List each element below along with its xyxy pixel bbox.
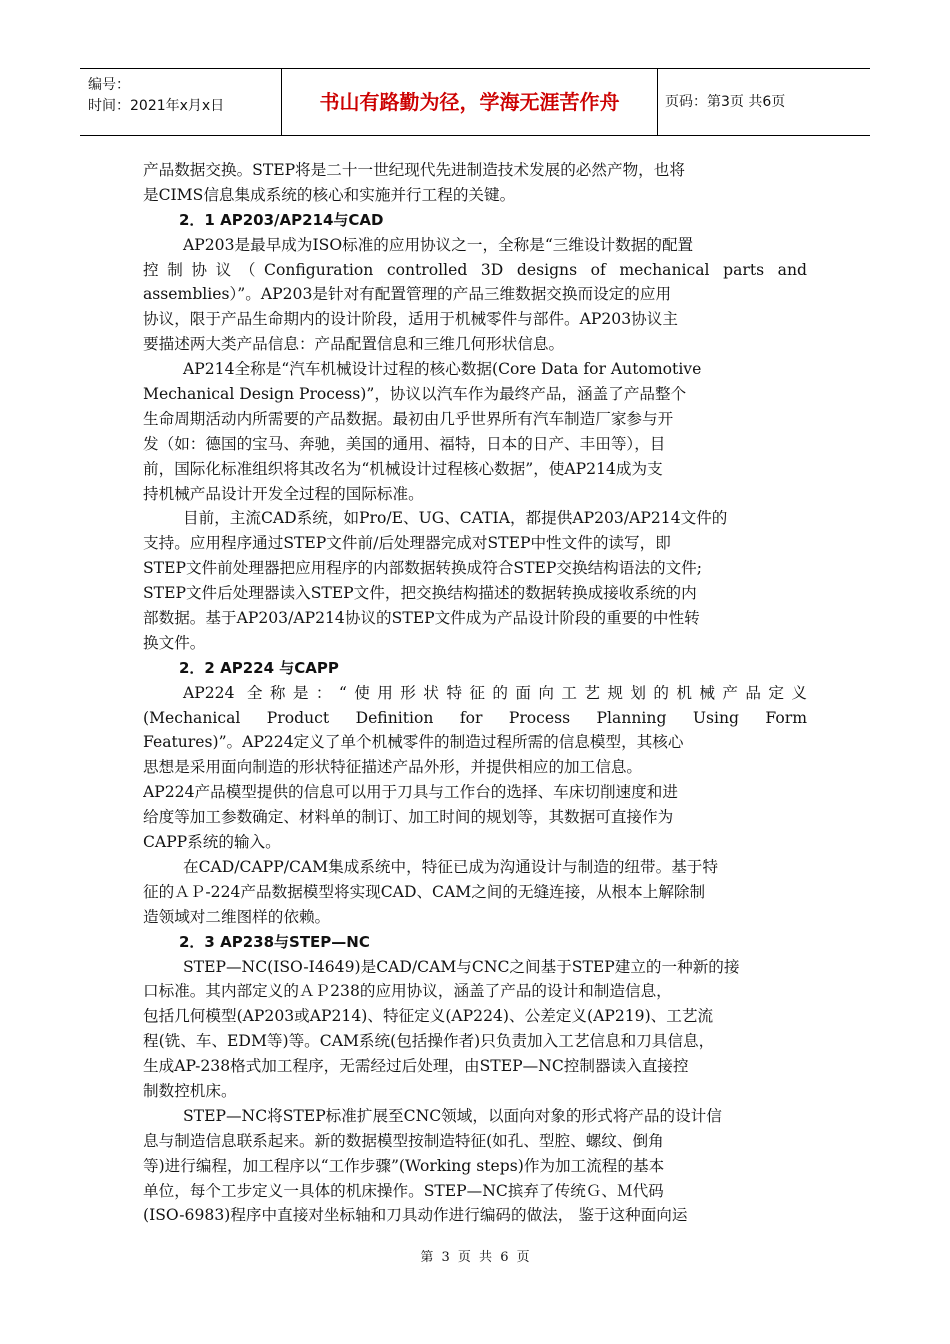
paragraph-line: 发（如：德国的宝马、奔驰，美国的通用、福特，日本的日产、丰田等），目 — [143, 434, 666, 453]
paragraph-line: 在CAD/CAPP/CAM集成系统中，特征已成为沟通设计与制造的纽带。基于特 — [183, 857, 718, 876]
paragraph-line: 是CIMS信息集成系统的核心和实施并行工程的关键。 — [143, 185, 516, 204]
paragraph-line: Features)”。AP224定义了单个机械零件的制造过程所需的信息模型，其核心 — [143, 733, 684, 752]
page-header — [80, 68, 870, 136]
paragraph-line: 生命周期活动内所需要的产品数据。最初由几乎世界所有汽车制造厂家参与开 — [143, 409, 674, 428]
section-heading: 2．2 AP224 与CAPP — [179, 658, 339, 677]
page-footer: 第 3 页 共 6 页 — [420, 1250, 530, 1265]
paragraph-line: Mechanical Design Process)”，协议以汽车作为最终产品，涵盖了产品整个 — [143, 385, 687, 404]
section-heading: 2．3 AP238与STEP—NC — [179, 932, 370, 951]
paragraph-line: 包括几何模型(AP203或AP214)、特征定义(AP224)、公差定义(AP219)、工艺流 — [143, 1007, 714, 1026]
paragraph-line: 部数据。基于AP203/AP214协议的STEP文件成为产品设计阶段的重要的中性转 — [143, 609, 700, 628]
paragraph-line: 换文件。 — [143, 633, 206, 652]
paragraph-line: AP203是最早成为ISO标准的应用协议之一，全称是“三维设计数据的配置 — [183, 235, 694, 254]
paragraph-line: 征的ＡＰ-224产品数据模型将实现CAD、CAM之间的无缝连接，从根本上解除制 — [143, 882, 706, 901]
paragraph-line: STEP—NC将STEP标准扩展至CNC领域，以面向对象的形式将产品的设计信 — [183, 1106, 722, 1125]
paragraph-line: 控制协议（Configuration controlled 3D designs of mechanical parts and — [143, 260, 807, 279]
document-body — [143, 158, 807, 1228]
paragraph-line: 息与制造信息联系起来。新的数据模型按制造特征(如孔、型腔、螺纹、倒角 — [143, 1131, 664, 1150]
paragraph-line: 目前，主流CAD系统，如Pro/E、UG、CATIA，都提供AP203/AP214文件的 — [183, 509, 728, 528]
header-motto: 书山有路勤为径，学海无涯苦作舟 — [319, 90, 620, 114]
section-heading: 2．1 AP203/AP214与CAD — [179, 210, 384, 229]
paragraph-line: 制数控机床。 — [143, 1081, 237, 1100]
paragraph-line: 造领域对二维图样的依赖。 — [143, 907, 331, 926]
paragraph-line: STEP文件后处理器读入STEP文件，把交换结构描述的数据转换成接收系统的内 — [143, 584, 697, 603]
paragraph-line: 产品数据交换。STEP将是二十一世纪现代先进制造技术发展的必然产物，也将 — [143, 161, 685, 179]
header-divider — [657, 69, 658, 135]
paragraph-line: STEP—NC(ISO-I4649)是CAD/CAM与CNC之间基于STEP建立的一种新的接 — [183, 957, 740, 976]
header-left-cell — [88, 75, 274, 117]
paragraph-line: 支持。应用程序通过STEP文件前/后处理器完成对STEP中性文件的读写，即 — [143, 534, 671, 553]
paragraph-line: 协议，限于产品生命期内的设计阶段，适用于机械零件与部件。AP203协议主 — [143, 310, 678, 329]
header-page-number: 页码：第3页 共6页 — [665, 94, 786, 110]
paragraph-line: (ISO-6983)程序中直接对坐标轴和刀具动作进行编码的做法， 鉴于这种面向运 — [143, 1206, 688, 1225]
date-label: 时间：2021年x月x日 — [88, 98, 225, 114]
paragraph-line: 程(铣、车、EDM等)等。CAM系统(包括操作者)只负责加入工艺信息和刀具信息， — [143, 1032, 715, 1051]
paragraph-line: (Mechanical Product Definition for Process Planning Using Form — [143, 708, 807, 727]
paragraph-line: 前，国际化标准组织将其改名为“机械设计过程核心数据”，使AP214成为支 — [143, 459, 663, 478]
paragraph-line: 生成AP-238格式加工程序，无需经过后处理，由STEP—NC控制器读入直接控 — [143, 1057, 689, 1076]
paragraph-line: AP224产品模型提供的信息可以用于刀具与工作台的选择、车床切削速度和进 — [143, 783, 678, 802]
paragraph-line: 要描述两大类产品信息：产品配置信息和三维几何形状信息。 — [143, 335, 565, 354]
paragraph-line: CAPP系统的输入。 — [143, 833, 281, 852]
paragraph-line: 等)进行编程，加工程序以“工作步骤”(Working steps)作为加工流程的基本 — [143, 1156, 665, 1175]
paragraph-line: 持机械产品设计开发全过程的国际标准。 — [143, 484, 424, 503]
paragraph-line: AP214全称是“汽车机械设计过程的核心数据(Core Data for Automotive — [183, 360, 702, 379]
paragraph-line: 给度等加工参数确定、材料单的制订、加工时间的规划等，其数据可直接作为 — [143, 808, 674, 827]
paragraph-line: 单位，每个工步定义一具体的机床操作。STEP—NC摈弃了传统Ｇ、Ｍ代码 — [143, 1181, 664, 1200]
serial-label: 编号： — [88, 77, 130, 93]
paragraph-line: 口标准。其内部定义的ＡＰ238的应用协议，涵盖了产品的设计和制造信息， — [143, 982, 672, 1001]
paragraph-line: STEP文件前处理器把应用程序的内部数据转换成符合STEP交换结构语法的文件; — [143, 559, 702, 578]
paragraph-line: assemblies）”。AP203是针对有配置管理的产品三维数据交换而设定的应用 — [143, 285, 672, 304]
paragraph-line: AP224 全称是：“使用形状特征的面向工艺规划的机械产品定义 — [183, 683, 807, 702]
paragraph-line: 思想是采用面向制造的形状特征描述产品外形，并提供相应的加工信息。 — [143, 758, 643, 777]
